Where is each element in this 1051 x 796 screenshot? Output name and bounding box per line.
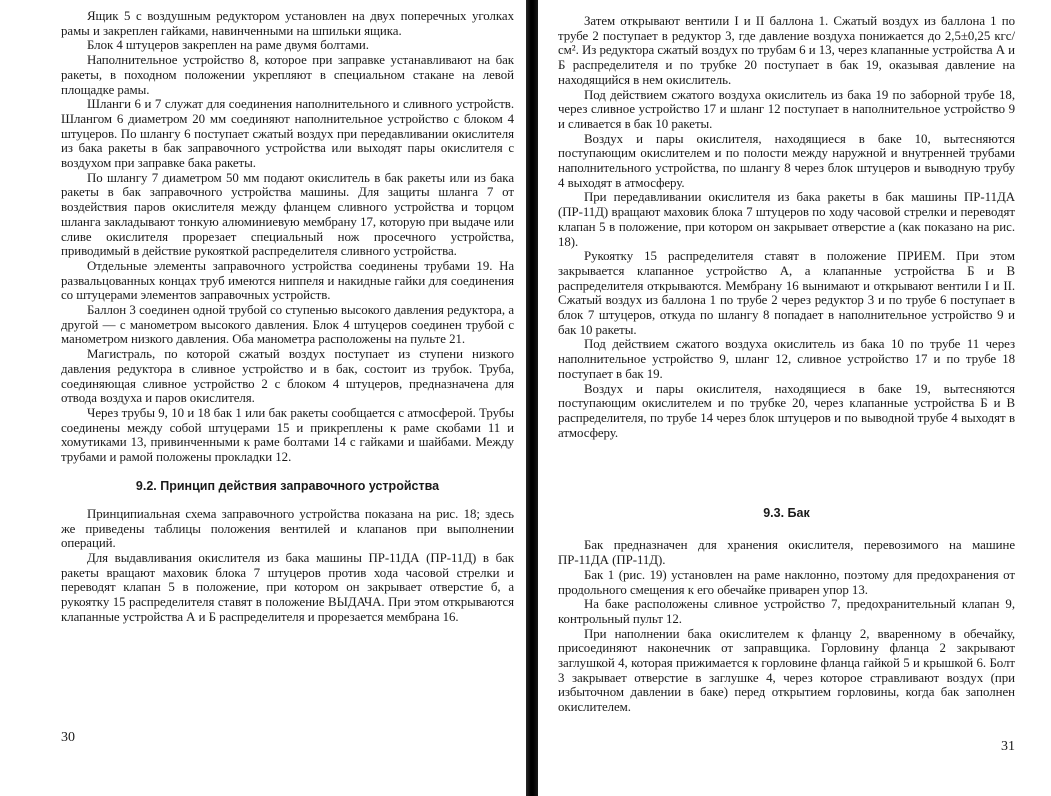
page-number-left: 30 — [61, 730, 75, 745]
paragraph: Под действием сжатого воздуха окислитель из бака 19 по заборной трубе 18, через сливное устройство 17 и шланг 12 поступает в наполнительное устройство 9 и сливается в бак 10 ракеты. — [558, 87, 1015, 131]
paragraph: Воздух и пары окислителя, находящиеся в баке 10, вытесняются поступающим окислителем и по полости между наружной и внутренней трубами наполнительного устройства, по шлангу 8 через блок штуцеров и выводную трубу 4 выходят в атмосферу. — [558, 131, 1015, 190]
right-page — [538, 0, 1051, 796]
book-gutter — [526, 0, 538, 796]
paragraph: Отдельные элементы заправочного устройства соединены трубами 19. На развальцованных концах труб имеются ниппеля и накидные гайки для соединения со штуцерами элементов заправочных устройств. — [61, 258, 514, 303]
paragraph: Магистраль, по которой сжатый воздух поступает из ступени низкого давления редуктора в сливное устройство и в бак, состоит из трубок. Труба, соединяющая сливное устройство 2 с блоком 4 штуцеров, предназначена для отвода воздуха и паров окислителя. — [61, 347, 514, 406]
paragraph: По шлангу 7 диаметром 50 мм подают окислитель в бак ракеты или из бака ракеты в бак заправочного устройства машины. Для защиты шланга 7 от воздействия паров окислителя между фланцем сливного устройства и торцом шланга закладывают тонкую алюминиевую мембрану 17, которую при выдаче или сливе окислителя прорезает специальный нож просечного устройства, приводимый в действие рукояткой распределителя сливного устройства. — [61, 170, 514, 259]
section-title-9-3: 9.3. Бак — [763, 506, 810, 521]
paragraph: Рукоятку 15 распределителя ставят в положение ПРИЕМ. При этом закрывается клапанное устройство А, а клапанные устройства Б и В распределителя открываются. Мембрану 16 вынимают и открывают вентили I и II. Сжатый воздух из баллона 1 по трубе 2 через редуктор 3 и по трубе 6 поступает в блок 7 штуцеров, откуда по шлангу 8 попадает в наполнительное устройство 9 и бак 10 ракеты. — [558, 249, 1015, 337]
paragraph: При передавливании окислителя из бака ракеты в бак машины ПР-11ДА (ПР-11Д) вращают маховик блока 7 штуцеров по ходу часовой стрелки и переводят клапан 5 в положение, при котором он закрывает отверстие а (как показано на рис. 18). — [558, 190, 1015, 249]
left-text-block-top — [61, 9, 514, 465]
left-text-block-bottom — [61, 507, 514, 625]
paragraph: Бак предназначен для хранения окислителя, перевозимого на машине ПР-11ДА (ПР-11Д). — [558, 538, 1015, 568]
paragraph: Бак 1 (рис. 19) установлен на раме наклонно, поэтому для предохранения от продольного смещения к его обечайке приварен упор 13. — [558, 567, 1015, 597]
paragraph: Под действием сжатого воздуха окислитель из бака 10 по трубе 11 через наполнительное устройство 9, шланг 12, сливное устройство 17 и по трубе 18 поступает в бак 19. — [558, 337, 1015, 381]
paragraph: Шланги 6 и 7 служат для соединения наполнительного и сливного устройств. Шлангом 6 диаметром 20 мм соединяют наполнительное устройство с блоком 4 штуцеров. По шлангу 6 поступает сжатый воздух при передавливании окислителя из бака ракеты в бак заправочного устройства или выходят пары окислителя с воздухом при заправке бака ракеты. — [61, 97, 514, 171]
paragraph: При наполнении бака окислителем к фланцу 2, вваренному в обечайку, присоединяют наконечник от заправщика. Горловину фланца 2 закрывают заглушкой 4, которая прижимается к горловине фланца гайкой 5 и крышкой 6. Болт 3 закрывает отверстие в заглушке 4, через которое стравливают воздух (при избыточном давлении в баке) перед открытием горловины, когда бак заполнен окислителем. — [558, 626, 1015, 715]
paragraph: Воздух и пары окислителя, находящиеся в баке 19, вытесняются поступающим окислителем и по трубке 20, через клапанные устройства Б и В распределителя, по трубе 14 через блок штуцеров и по выводной трубе 4 выходят в атмосферу. — [558, 381, 1015, 440]
paragraph: Принципиальная схема заправочного устройства показана на рис. 18; здесь же приведены таблицы положения вентилей и клапанов при выполнении операций. — [61, 506, 514, 551]
right-text-block-top — [558, 14, 1015, 440]
paragraph: Через трубы 9, 10 и 18 бак 1 или бак ракеты сообщается с атмосферой. Трубы соединены между собой штуцерами 15 и прикреплены к раме скобами 11 и хомутиками 13, привинченными к раме болтами 14 с гайками и шайбами. Между трубами и рамой положены прокладки 12. — [61, 405, 514, 465]
right-text-block-bottom — [558, 538, 1015, 714]
paragraph: На баке расположены сливное устройство 7, предохранительный клапан 9, контрольный пульт 12. — [558, 597, 1015, 626]
paragraph: Ящик 5 с воздушным редуктором установлен на двух поперечных уголках рамы и закреплен гайками, навинченными на шпильки ящика. — [61, 9, 514, 38]
section-title-9-2: 9.2. Принцип действия заправочного устройства — [135, 478, 440, 493]
paragraph: Для выдавливания окислителя из бака машины ПР-11ДА (ПР-11Д) в бак ракеты вращают маховик блока 7 штуцеров против хода часовой стрелки и переводят клапан 5 в положение, при котором он закрывает отверстие б, а рукоятку 15 распределителя ставят в положение ВЫДАЧА. При этом открываются клапанные устройства А и Б распределителя и прорезается мембрана 16. — [61, 550, 514, 624]
paragraph: Баллон 3 соединен одной трубой со ступенью высокого давления редуктора, а другой — с манометром высокого давления. Блок 4 штуцеров соединен трубой с манометром низкого давления. Оба манометра расположены на пульте 21. — [61, 303, 514, 347]
paragraph: Затем открывают вентили I и II баллона 1. Сжатый воздух из баллона 1 по трубе 2 поступает в редуктор 3, где давление воздуха понижается до 2,5±0,25 кгс/см². Из редуктора сжатый воздух по трубам 6 и 13, через клапанные устройства А и Б распределителя и по трубке 20 поступает в бак 19, оказывая давление на находящийся в нем окислитель. — [558, 14, 1015, 87]
paragraph: Наполнительное устройство 8, которое при заправке устанавливают на бак ракеты, в походном положении укрепляют в специальном стакане на левой площадке рамы. — [61, 53, 514, 97]
page-number-right: 31 — [1001, 739, 1015, 754]
paragraph: Блок 4 штуцеров закреплен на раме двумя болтами. — [87, 38, 369, 53]
